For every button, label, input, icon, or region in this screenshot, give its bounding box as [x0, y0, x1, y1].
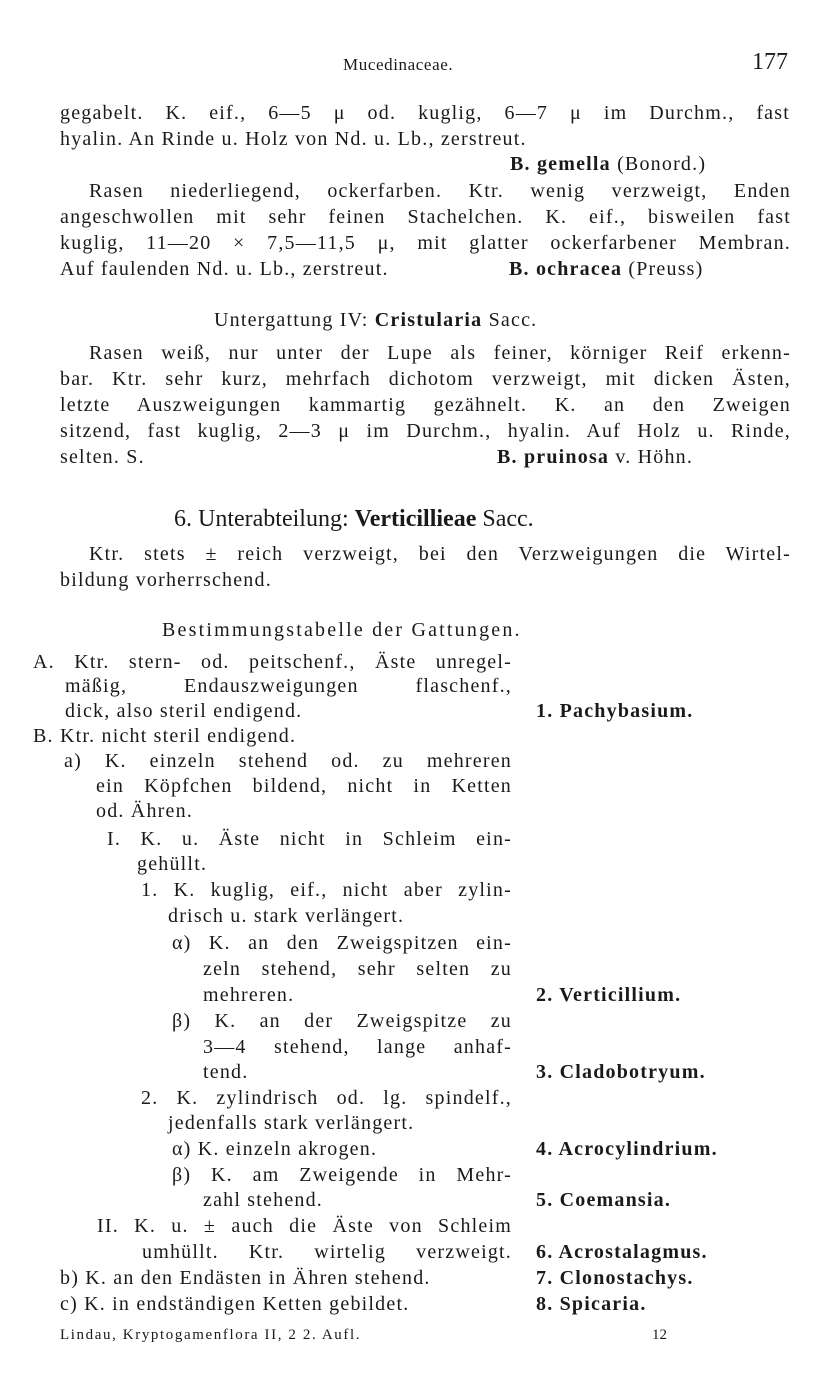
key-line: B. Ktr. nicht steril endigend. — [33, 725, 297, 747]
key-line: od. Ähren. — [96, 800, 193, 822]
key-line: ein Köpfchen bildend, nicht in Ketten — [96, 775, 512, 797]
text-line: bar. Ktr. sehr kurz, mehrfach dichotom verzweigt, mit dicken Ästen, — [60, 368, 791, 390]
genus-name: 2. Verticillium. — [536, 984, 682, 1006]
text-line: hyalin. An Rinde u. Holz von Nd. u. Lb., zerstreut. — [60, 128, 527, 150]
key-line: II. K. u. ± auch die Äste von Schleim — [97, 1215, 512, 1237]
text-line: sitzend, fast kuglig, 2—3 μ im Durchm., hyalin. Auf Holz u. Rinde, — [60, 420, 791, 442]
genus-name: 8. Spicaria. — [536, 1293, 647, 1315]
table-title: Bestimmungstabelle der Gattungen. — [162, 619, 522, 641]
key-line: mäßig, Endauszweigungen flaschenf., — [65, 675, 512, 697]
page-number: 177 — [752, 49, 788, 75]
genus-name: 4. Acrocylindrium. — [536, 1138, 718, 1160]
key-line: α) K. einzeln akrogen. — [172, 1138, 378, 1160]
genus-name: 6. Acrostalagmus. — [536, 1241, 708, 1263]
running-title: Mucedinaceae. — [343, 55, 454, 74]
species-name: B. ochracea (Preuss) — [509, 258, 704, 280]
key-line: zahl stehend. — [203, 1189, 324, 1211]
key-line: 2. K. zylindrisch od. lg. spindelf., — [141, 1087, 512, 1109]
text-line: Auf faulenden Nd. u. Lb., zerstreut. — [60, 258, 389, 280]
section-heading: 6. Unterabteilung: Verticillieae Sacc. — [174, 506, 534, 532]
key-line: β) K. an der Zweigspitze zu — [172, 1010, 512, 1032]
key-line: A. Ktr. stern- od. peitschenf., Äste unregel- — [33, 651, 512, 673]
text-line: Rasen niederliegend, ockerfarben. Ktr. wenig verzweigt, Enden — [89, 180, 791, 202]
species-name: B. gemella (Bonord.) — [510, 153, 707, 175]
text-line: gegabelt. K. eif., 6—5 μ od. kuglig, 6—7 μ im Durchm., fast — [60, 102, 790, 124]
text-line: Rasen weiß, nur unter der Lupe als feiner, körniger Reif erkenn- — [89, 342, 791, 364]
text-line: Ktr. stets ± reich verzweigt, bei den Verzweigungen die Wirtel- — [89, 543, 791, 565]
text-line: selten. S. — [60, 446, 145, 468]
genus-name: 7. Clonostachys. — [536, 1267, 694, 1289]
key-line: I. K. u. Äste nicht in Schleim ein- — [107, 828, 512, 850]
footer-sheet: 12 — [652, 1327, 667, 1343]
subgenus-heading: Untergattung IV: Cristularia Sacc. — [214, 309, 538, 331]
key-line: a) K. einzeln stehend od. zu mehreren — [64, 750, 512, 772]
key-line: β) K. am Zweigende in Mehr- — [172, 1164, 512, 1186]
key-line: 1. K. kuglig, eif., nicht aber zylin- — [141, 879, 512, 901]
text-line: angeschwollen mit sehr feinen Stachelchen. K. eif., bisweilen fast — [60, 206, 791, 228]
key-line: α) K. an den Zweigspitzen ein- — [172, 932, 512, 954]
key-line: jedenfalls stark verlängert. — [168, 1112, 415, 1134]
key-line: 3—4 stehend, lange anhaf- — [203, 1036, 512, 1058]
text-line: kuglig, 11—20 × 7,5—11,5 μ, mit glatter ockerfarbener Membran. — [60, 232, 791, 254]
key-line: tend. — [203, 1061, 249, 1083]
key-line: b) K. an den Endästen in Ähren stehend. — [60, 1267, 431, 1289]
genus-name: 3. Cladobotryum. — [536, 1061, 706, 1083]
genus-name: 1. Pachybasium. — [536, 700, 694, 722]
genus-name: 5. Coemansia. — [536, 1189, 672, 1211]
key-line: drisch u. stark verlängert. — [168, 905, 405, 927]
key-line: gehüllt. — [137, 853, 208, 875]
key-line: dick, also steril endigend. — [65, 700, 303, 722]
key-line: mehreren. — [203, 984, 295, 1006]
text-line: letzte Auszweigungen kammartig gezähnelt. K. an den Zweigen — [60, 394, 791, 416]
species-name: B. pruinosa v. Höhn. — [497, 446, 694, 468]
text-line: bildung vorherrschend. — [60, 569, 272, 591]
key-line: zeln stehend, sehr selten zu — [203, 958, 512, 980]
key-line: umhüllt. Ktr. wirtelig verzweigt. — [142, 1241, 512, 1263]
key-line: c) K. in endständigen Ketten gebildet. — [60, 1293, 410, 1315]
footer-source: Lindau, Kryptogamenflora II, 2 2. Aufl. — [60, 1327, 362, 1343]
